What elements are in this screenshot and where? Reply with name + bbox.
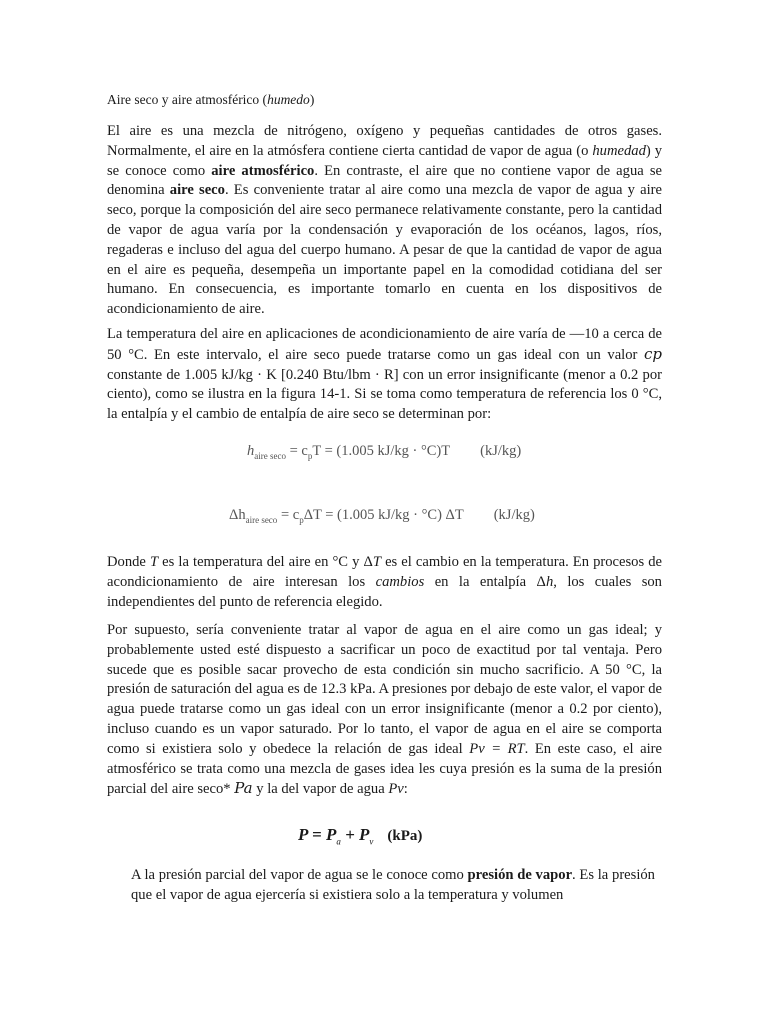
heading-close: ) — [309, 92, 315, 107]
p3-italic-h: h — [545, 573, 554, 590]
p3-text-3: es el cambio en la temperatura. En procesos de acondicionamiento de aire interesan los — [107, 554, 662, 590]
eq1-rest: T = (1.005 kJ/kg · °C)T — [312, 443, 451, 459]
eq2-unit: (kJ/kg) — [493, 507, 535, 523]
p2-text-1: La temperatura del aire en aplicaciones de acondicionamiento de aire varía de —10 a cerca de 50 °C. En este intervalo, el aire seco puede tratarse como un gas ideal con un valor — [107, 326, 662, 363]
p4-text-1: Por supuesto, sería conveniente tratar al vapor de agua en el aire como un gas ideal; y probablemente usted esté dispuesto a sacrificar un poco de exactitud por tal ventaja. Pero sucede que es posible sacar provecho de esta condición sin mucho sacrificio. A 50 °C, la presión de saturación del agua es de 12.3 kPa. A presiones por debajo de este valor, el vapor de agua puede tratarse como un gas ideal con un error insignificante (menor a 0.2 por ciento), incluso cuando es un vapor saturado. Por lo tanto, el vapor de agua en el aire se comporta como si existiera solo y obedece la relación de gas ideal — [107, 622, 662, 757]
p4-italic-pv: Pv — [388, 781, 404, 798]
heading-italic: humedo — [267, 92, 310, 107]
eq3-unit: (kPa) — [387, 828, 423, 844]
eq2-rest: ΔT = (1.005 kJ/kg · °C) ΔT — [303, 507, 464, 523]
p1-bold-aire-seco: aire seco — [169, 182, 225, 199]
equation-enthalpy — [247, 443, 521, 461]
p3-text-2: es la temperatura del aire en °C y Δ — [158, 554, 373, 570]
paragraph-2 — [107, 325, 662, 425]
eq1-unit: (kJ/kg) — [480, 443, 522, 459]
eq3-mid: + P — [340, 825, 370, 844]
eq1-p: p — [307, 450, 313, 461]
eq1-body: = c — [285, 443, 308, 459]
p1-text-3: . En contraste, el aire que no contiene vapor de agua se denomina — [107, 162, 662, 199]
eq2-h: Δh — [229, 507, 246, 523]
p1-bold-aire-atmosferico: aire atmosférico — [211, 162, 315, 179]
paragraph-5 — [131, 866, 655, 906]
p1-italic-humedad: humedad — [592, 142, 646, 159]
p3-text-1: Donde — [107, 554, 150, 570]
p2-math-cp: cp — [643, 344, 662, 363]
p4-text-2: . En este caso, el aire atmosférico se trata como una mezcla de gases idea les cuya presión es la suma de la presión parcial del aire seco* — [107, 740, 662, 798]
p1-text-4: . Es conveniente tratar al aire como una mezcla de vapor de agua y aire seco, porque la composición del aire seco permanece relativamente constante, pero la cantidad de vapor de agua varía por la condensación y evaporación de los océanos, lagos, ríos, regaderas e incluso del agua del cuerpo humano. A pesar de que la cantidad de vapor de agua en el aire es pequeña, desempeña un importante papel en la comodidad cotidiana del ser humano. En consecuencia, es importante tomarlo en cuenta en los dispositivos de acondicionamiento de aire. — [107, 182, 663, 318]
eq1-h: h — [247, 443, 255, 459]
equation-enthalpy-change — [229, 507, 535, 525]
p3-text-4: en la entalpía Δ — [424, 573, 546, 590]
p3-italic-T2: T — [372, 554, 381, 570]
p4-math-pa: Pa — [234, 779, 253, 798]
eq3-a: a — [336, 836, 341, 847]
p5-text-2: . Es la presión que el vapor de agua ejercería si existiera solo a la temperatura y volumen — [131, 867, 655, 903]
p1-text-2: ) y se conoce como — [107, 142, 662, 179]
p3-italic-T: T — [149, 554, 159, 570]
p4-text-3: y la del vapor de agua — [252, 781, 389, 798]
p2-text-2: constante de 1.005 kJ/kg · K [0.240 Btu/lbm · R] con un error insignificante (menor a 0.2 por ciento), como se ilustra en la figura 14-1. Si se toma como temperatura de referencia los 0 °C, la entalpía y el cambio de entalpía de aire seco se determinan por: — [107, 366, 662, 423]
equation-pressure — [298, 825, 422, 846]
eq3-lhs: P = P — [298, 825, 337, 844]
p3-text-5: , los cuales son independientes del punto de referencia elegido. — [107, 573, 662, 610]
p1-text-1: El aire es una mezcla de nitrógeno, oxígeno y pequeñas cantidades de otros gases. Normalmente, el aire en la atmósfera contiene cierta cantidad de vapor de agua (o — [107, 123, 662, 159]
p4-text-4: : — [403, 781, 408, 798]
p5-text-1: A la presión parcial del vapor de agua se le conoce como — [131, 867, 468, 883]
heading-text: Aire seco y aire atmosférico ( — [107, 92, 268, 107]
p3-italic-cambios: cambios — [375, 573, 425, 590]
paragraph-1 — [107, 122, 662, 320]
paragraph-3 — [107, 553, 662, 612]
eq2-body: = c — [277, 507, 300, 523]
p4-italic-pv-rt: Pv = RT — [469, 740, 525, 757]
p5-bold-presion-de-vapor: presión de vapor — [467, 867, 573, 883]
eq3-v: v — [369, 836, 374, 847]
eq2-p: p — [299, 514, 304, 525]
eq2-sub: aire seco — [245, 514, 278, 525]
section-heading — [107, 92, 314, 108]
eq1-sub: aire seco — [254, 450, 286, 461]
paragraph-4 — [107, 621, 662, 800]
